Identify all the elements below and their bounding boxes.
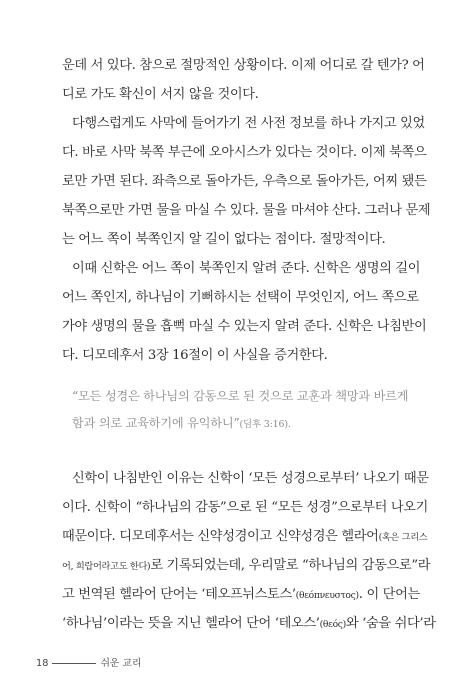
text-line: 신학이 나침반인 이유는 신학이 ‘모든 성경으로부터’ 나오기 때문 [72, 471, 429, 486]
text-line: 이다. 신학이 “하나님의 감동”으로 된 “모든 성경”으로부터 나오기 [62, 500, 429, 515]
text-line: 운데 서 있다. 참으로 절망적인 상황이다. 이제 어디로 갈 텐가? 어 [62, 58, 425, 73]
text-segment: 로 기록되었는데, 우리말로 “하나님의 감동으로”라 [150, 558, 431, 573]
quote-text: 함과 의로 교육하기에 유익하니” [72, 416, 240, 430]
text-line: 다. 바로 사막 북쪽 부근에 오아시스가 있다는 것이다. 이제 북쪽으 [62, 145, 427, 160]
parenthetical-note: 어, 희랍어라고도 한다) [62, 561, 151, 572]
page-footer [36, 655, 141, 669]
text-line: 로만 가면 된다. 좌측으로 돌아가든, 우측으로 돌아가든, 어찌 됐든 [62, 174, 427, 189]
scripture-quote-line: “모든 성경은 하나님의 감동으로 된 것으로 교훈과 책망과 바르게 [72, 389, 409, 403]
quote-reference: (딤후 3:16). [239, 419, 291, 430]
text-line [62, 522, 428, 552]
text-line: 다. 디모데후서 3장 16절이 이 사실을 증거한다. [62, 348, 328, 363]
scripture-quote-line [72, 410, 407, 438]
text-line [62, 609, 436, 639]
parenthetical-note: (혹은 그리스 [378, 532, 428, 543]
greek-term: (θεός) [319, 619, 346, 630]
text-segment: ‘하나님’이라는 뜻을 지닌 헬라어 단어 ‘테오스’ [62, 616, 320, 631]
text-segment: 고 번역된 헬라어 단어는 ‘테오프뉘스토스’ [62, 587, 296, 602]
greek-term: (θεόπνευστος) [295, 590, 359, 601]
text-line [62, 551, 431, 581]
text-segment: 와 ‘숨을 쉬다’라 [345, 616, 436, 631]
text-line: 북쪽으로만 가면 물을 마실 수 있다. 물을 마셔야 산다. 그러나 문제 [62, 203, 431, 218]
text-segment: 때문이다. 디모데후서는 신약성경이고 신약성경은 헬라어 [62, 529, 379, 544]
text-line: 디로 가도 확신이 서지 않을 것이다. [62, 87, 259, 102]
book-title: 쉬운 교리 [100, 658, 142, 669]
text-line: 는 어느 쪽이 북쪽인지 알 길이 없다는 점이다. 절망적이다. [62, 232, 386, 247]
text-line: 이때 신학은 어느 쪽이 북쪽인지 알려 준다. 신학은 생명의 길이 [72, 261, 421, 276]
text-line: 어느 쪽인지, 하나님이 기뻐하시는 선택이 무엇인지, 어느 쪽으로 [62, 290, 419, 305]
text-line: 가야 생명의 물을 흡뻑 마실 수 있는지 알려 준다. 신학은 나침반이 [62, 319, 427, 334]
text-line [62, 580, 420, 610]
text-line: 다행스럽게도 사막에 들어가기 전 사전 정보를 하나 가지고 있었 [72, 116, 425, 131]
page-number: 18 [36, 658, 49, 669]
footer-rule [52, 663, 96, 664]
text-segment: . 이 단어는 [358, 587, 420, 602]
